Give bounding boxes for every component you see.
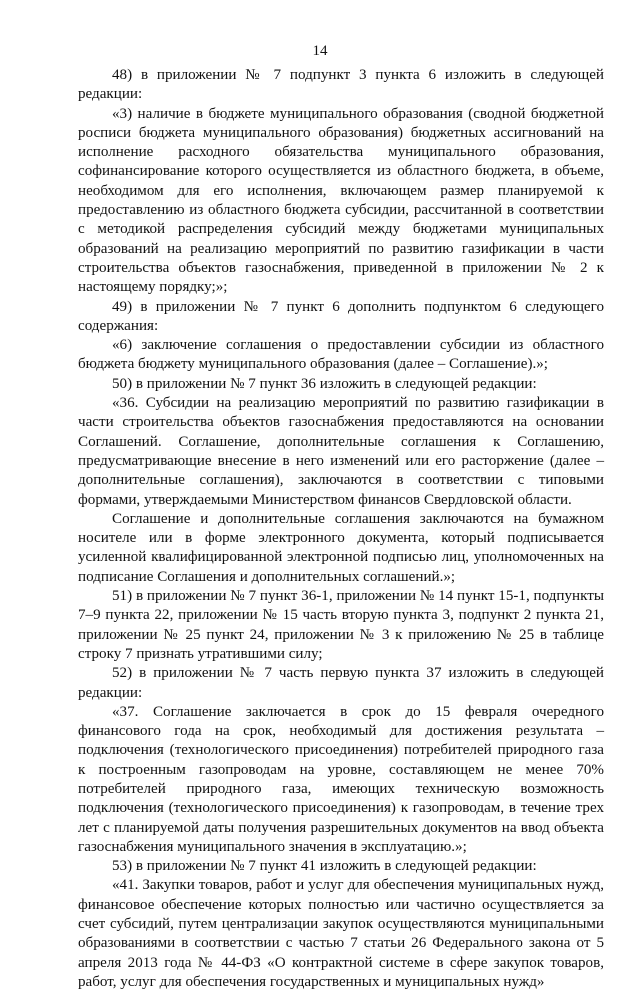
paragraph-50: 50) в приложении № 7 пункт 36 изложить в следующей редакции: bbox=[112, 375, 537, 392]
paragraph-50-text-1: «36. Субсидии на реализацию мероприятий по развитию газификации в части строительства объектов газоснабжения предоставляются на основании Соглашений. Соглашение, дополнительные соглашения к Соглашению, предусматривающие внесение в него изменений или его расторжение (далее – дополнительные соглашения), заключаются в соответствии с типовыми формами, утверждаемыми Министерством финансов Свердловской области. bbox=[78, 395, 604, 508]
paragraph-53: 53) в приложении № 7 пункт 41 изложить в следующей редакции: bbox=[112, 858, 537, 875]
paragraph-52: 52) в приложении № 7 часть первую пункта 37 изложить в следующей редакции: bbox=[78, 665, 604, 701]
paragraph-48: 48) в приложении № 7 подпункт 3 пункта 6 изложить в следующей редакции: bbox=[78, 67, 604, 103]
paragraph-51: 51) в приложении № 7 пункт 36-1, приложении № 14 пункт 15-1, подпункты 7–9 пункта 22, приложении № 15 часть вторую пункта 3, подпункт 2 пункта 21, приложении № 25 пункт 24, приложении № 3 к приложению № 25 в таблице строку 7 признать утратившими силу; bbox=[78, 588, 604, 662]
paragraph-50-text-2: Соглашение и дополнительные соглашения заключаются на бумажном носителе или в форме электронного документа, который подписывается усиленной квалифицированной электронной подписью лиц, уполномоченных на подписание Соглашения и дополнительных соглашений.»; bbox=[78, 510, 604, 585]
paragraph-49: 49) в приложении № 7 пункт 6 дополнить подпунктом 6 следующего содержания: bbox=[78, 298, 604, 334]
paragraph-49-text: «6) заключение соглашения о предоставлении субсидии из областного бюджета бюджету муниципального образования (далее – Соглашение).»; bbox=[78, 337, 604, 373]
page-number: 14 bbox=[312, 43, 328, 59]
document-body bbox=[78, 66, 604, 992]
paragraph-52-text: «37. Соглашение заключается в срок до 15 февраля очередного финансового года на срок, необходимый для достижения результата – подключения (технологического присоединения) потребителей природного газа к построенным газопроводам на уровне, составляющем не менее 70% потребителей природного газа, имеющих техническую возможность подключения (технологического присоединения) к газопроводам, в течение трех лет с планируемой даты получения разрешительных документов на ввод объекта газоснабжения муниципального значения в эксплуатацию.»; bbox=[78, 703, 604, 855]
paragraph-53-text: «41. Закупки товаров, работ и услуг для обеспечения муниципальных нужд, финансовое обеспечение которых полностью или частично осуществляется за счет субсидий, путем централизации закупок осуществляются муниципальными образованиями в соответствии с частью 7 статьи 26 Федерального закона от 5 апреля 2013 года № 44-ФЗ «О контрактной системе в сфере закупок товаров, работ, услуг для обеспечения государственных и муниципальных нужд» bbox=[78, 877, 604, 990]
paragraph-48-text: «3) наличие в бюджете муниципального образования (сводной бюджетной росписи бюджета муниципального образования) бюджетных ассигнований на исполнение расходного обязательства муниципального образования, софинансирование которого осуществляется из областного бюджета, в объеме, необходимом для его исполнения, включающем размер планируемой к предоставлению из областного бюджета субсидии, рассчитанной в соответствии с методикой распределения субсидий между бюджетами муниципальных образований на реализацию мероприятий по развитию газификации в части строительства объектов газоснабжения, приведенной в приложении № 2 к настоящему порядку;»; bbox=[78, 105, 604, 296]
